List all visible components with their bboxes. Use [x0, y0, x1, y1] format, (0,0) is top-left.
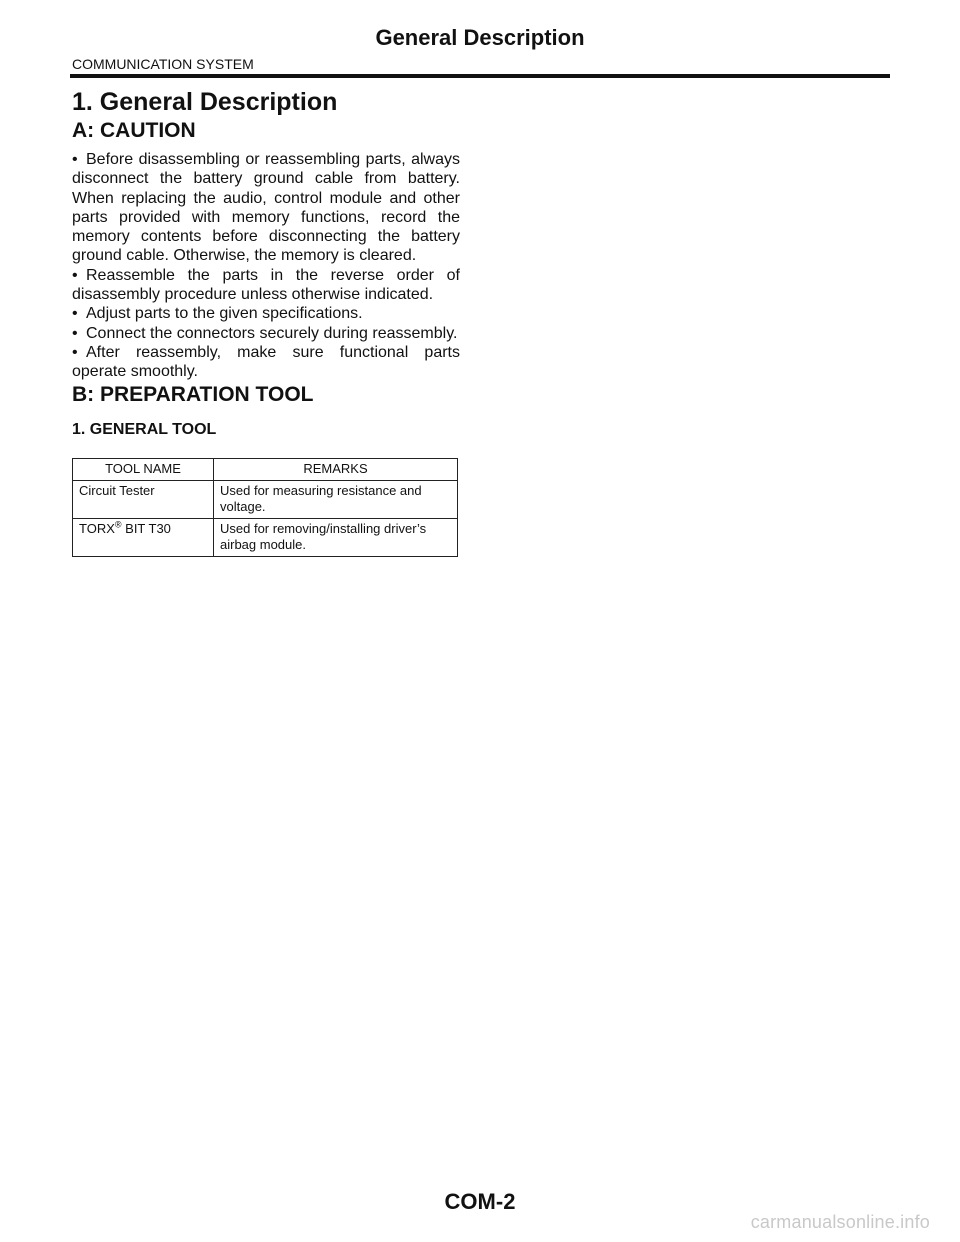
- remarks-cell: Used for removing/installing driver’s airbag module.: [214, 518, 458, 556]
- bullet-dot-icon: •: [72, 266, 78, 284]
- caution-item: • Reassemble the parts in the reverse order of disassembly procedure unless otherwise indicated.: [72, 266, 460, 304]
- section-label: COMMUNICATION SYSTEM: [72, 56, 254, 72]
- page-header-title: General Description: [375, 25, 585, 50]
- preparation-tool-heading: B: PREPARATION TOOL: [72, 382, 314, 406]
- caution-heading: A: CAUTION: [72, 119, 196, 142]
- caution-item: • After reassembly, make sure functional parts operate smoothly.: [72, 343, 460, 381]
- table-row: [73, 480, 458, 518]
- caution-list: [72, 150, 460, 382]
- general-tool-table: [72, 458, 458, 557]
- general-tool-subheading: 1. GENERAL TOOL: [72, 420, 217, 438]
- tool-name-cell: TORX® BIT T30: [73, 518, 214, 556]
- table-header-row: [73, 458, 458, 480]
- main-content: [72, 86, 460, 557]
- caution-item: • Before disassembling or reassembling parts, always disconnect the battery ground cable from battery. When replacing the audio, control module and other parts provided with memory functions, record the memory contents before disconnecting the battery ground cable. Otherwise, the memory is cleared.: [72, 151, 460, 265]
- bullet-dot-icon: •: [72, 305, 78, 323]
- page-number: COM-2: [444, 1189, 516, 1214]
- bullet-dot-icon: •: [72, 324, 78, 342]
- bullet-dot-icon: •: [72, 343, 78, 361]
- registered-mark: ®: [114, 519, 122, 530]
- header-divider: [70, 74, 890, 78]
- column-header-remarks: REMARKS: [214, 458, 458, 480]
- tool-name-cell: Circuit Tester: [73, 480, 214, 518]
- caution-item: • Connect the connectors securely during reassembly.: [72, 324, 458, 342]
- site-watermark: carmanualsonline.info: [750, 1212, 930, 1232]
- document-title: 1. General Description: [72, 88, 338, 116]
- table-row: [73, 518, 458, 556]
- bullet-dot-icon: •: [72, 151, 78, 168]
- caution-item: • Adjust parts to the given specifications.: [72, 305, 363, 323]
- column-header-tool-name: TOOL NAME: [73, 458, 214, 480]
- remarks-cell: Used for measuring resistance and voltage.: [214, 480, 458, 518]
